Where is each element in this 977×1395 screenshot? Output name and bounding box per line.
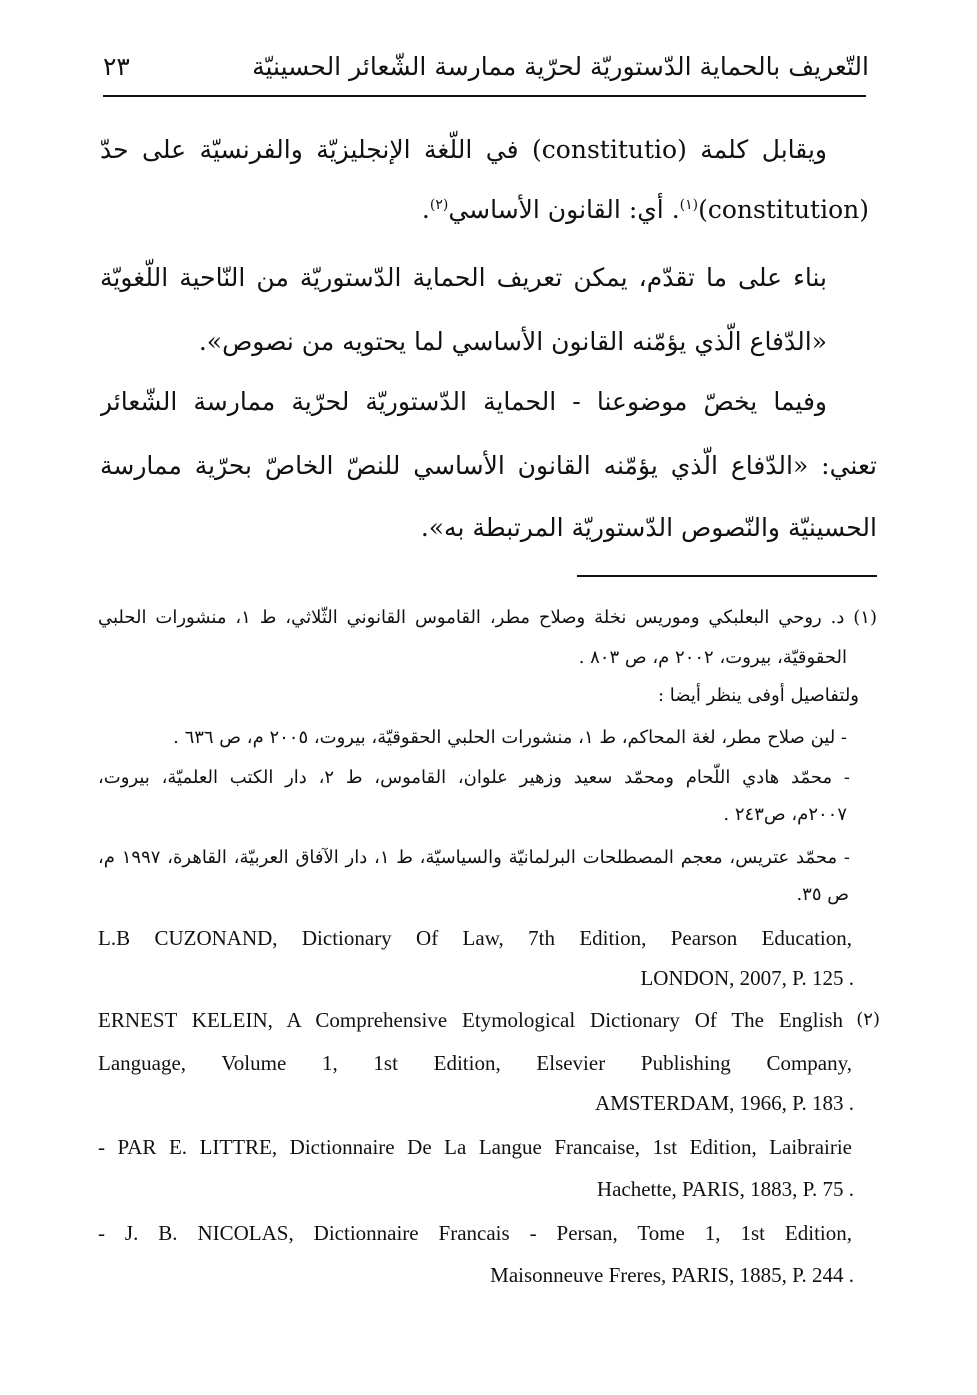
body-p1-line2-text: . أي: القانون الأساسي <box>448 195 680 224</box>
footnote-1-line1: (١) د. روحي البعلبكي وموريس نخلة وصلاح مطر، القاموس القانوني الثّلاثي، ط ١، منشورات الحلبي <box>98 607 877 628</box>
body-p3-line1: وفيما يخصّ موضوعنا - الحماية الدّستوريّة لحرّية ممارسة الشّعائر <box>100 387 827 416</box>
footnote-2-marker: (٢) <box>856 1009 880 1030</box>
footnote-ref-1: (١) <box>679 197 699 213</box>
running-header-title: التّعريف بالحماية الدّستوريّة لحرّية ممارسة الشّعائر الحسينيّة <box>252 52 869 81</box>
body-p1-line2-end: . <box>421 195 430 224</box>
header-rule <box>103 95 866 97</box>
reference-2-line3: AMSTERDAM, 1966, P. 183 . <box>594 1091 854 1115</box>
page-number: ٢٣ <box>103 52 130 81</box>
reference-3-line2: Hachette, PARIS, 1883, P. 75 . <box>596 1177 854 1201</box>
footnote-1-line3: ولتفاصيل أوفى ينظر أيضا : <box>657 685 859 706</box>
body-p1-line1: ويقابل كلمة (constitutio) في اللّغة الإنجليزيّة والفرنسيّة على حدّ <box>100 135 827 164</box>
footnote-1-line6: ٢٠٠٧م، ص٢٤٣ . <box>723 804 847 825</box>
footnote-1-line7: - محمّد عتريس، معجم المصطلحات البرلمانيّة والسياسيّة، ط ١، دار الآفاق العربيّة، القاهرة، ١٩٩٧ م، <box>98 847 850 868</box>
reference-3-line1: - PAR E. LITTRE, Dictionnaire De La Langue Francaise, 1st Edition, Laibrairie <box>98 1135 852 1159</box>
term-constitution: (constitution) <box>698 195 869 224</box>
reference-1-line2: LONDON, 2007, P. 125 . <box>640 966 854 990</box>
reference-4-line2: Maisonneuve Freres, PARIS, 1885, P. 244 . <box>490 1263 854 1287</box>
reference-2-line2: Language, Volume 1, 1st Edition, Elsevier Publishing Company, <box>98 1051 852 1075</box>
footnote-ref-2: (٢) <box>429 197 449 213</box>
body-p2-line2: «الدّفاع الّذي يؤمّنه القانون الأساسي لما يحتويه من نصوص». <box>198 327 827 356</box>
footnote-1-line2: الحقوقيّة، بيروت، ٢٠٠٢ م، ص ٨٠٣ . <box>578 647 847 668</box>
footnote-1-line5: - محمّد هادي اللّحام ومحمّد سعيد وزهير علوان، القاموس، ط ٢، دار الكتب العلميّة، بيروت، <box>98 767 850 788</box>
body-p2-line1: بناء على ما تقدّم، يمكن تعريف الحماية الدّستوريّة من النّاحية اللّغويّة <box>100 263 827 292</box>
body-p3-line3: الحسينيّة والنّصوص الدّستوريّة المرتبطة به». <box>420 513 877 542</box>
body-p1-line2 <box>422 190 869 230</box>
reference-1-line1: L.B CUZONAND, Dictionary Of Law, 7th Edition, Pearson Education, <box>98 926 852 950</box>
reference-4-line1: - J. B. NICOLAS, Dictionnaire Francais - Persan, Tome 1, 1st Edition, <box>98 1221 852 1245</box>
footnote-rule <box>577 575 877 577</box>
reference-2-line1: ERNEST KELEIN, A Comprehensive Etymological Dictionary Of The English <box>98 1008 843 1032</box>
footnote-1-line4: - لين صلاح مطر، لغة المحاكم، ط ١، منشورات الحلبي الحقوقيّة، بيروت، ٢٠٠٥ م، ص ٦٣٦ . <box>173 727 847 748</box>
body-p3-line2: تعني: «الدّفاع الّذي يؤمّنه القانون الأساسي للنصّ الخاصّ بحرّية ممارسة <box>100 451 877 480</box>
footnote-1-line8: ص ٣٥. <box>796 884 849 905</box>
